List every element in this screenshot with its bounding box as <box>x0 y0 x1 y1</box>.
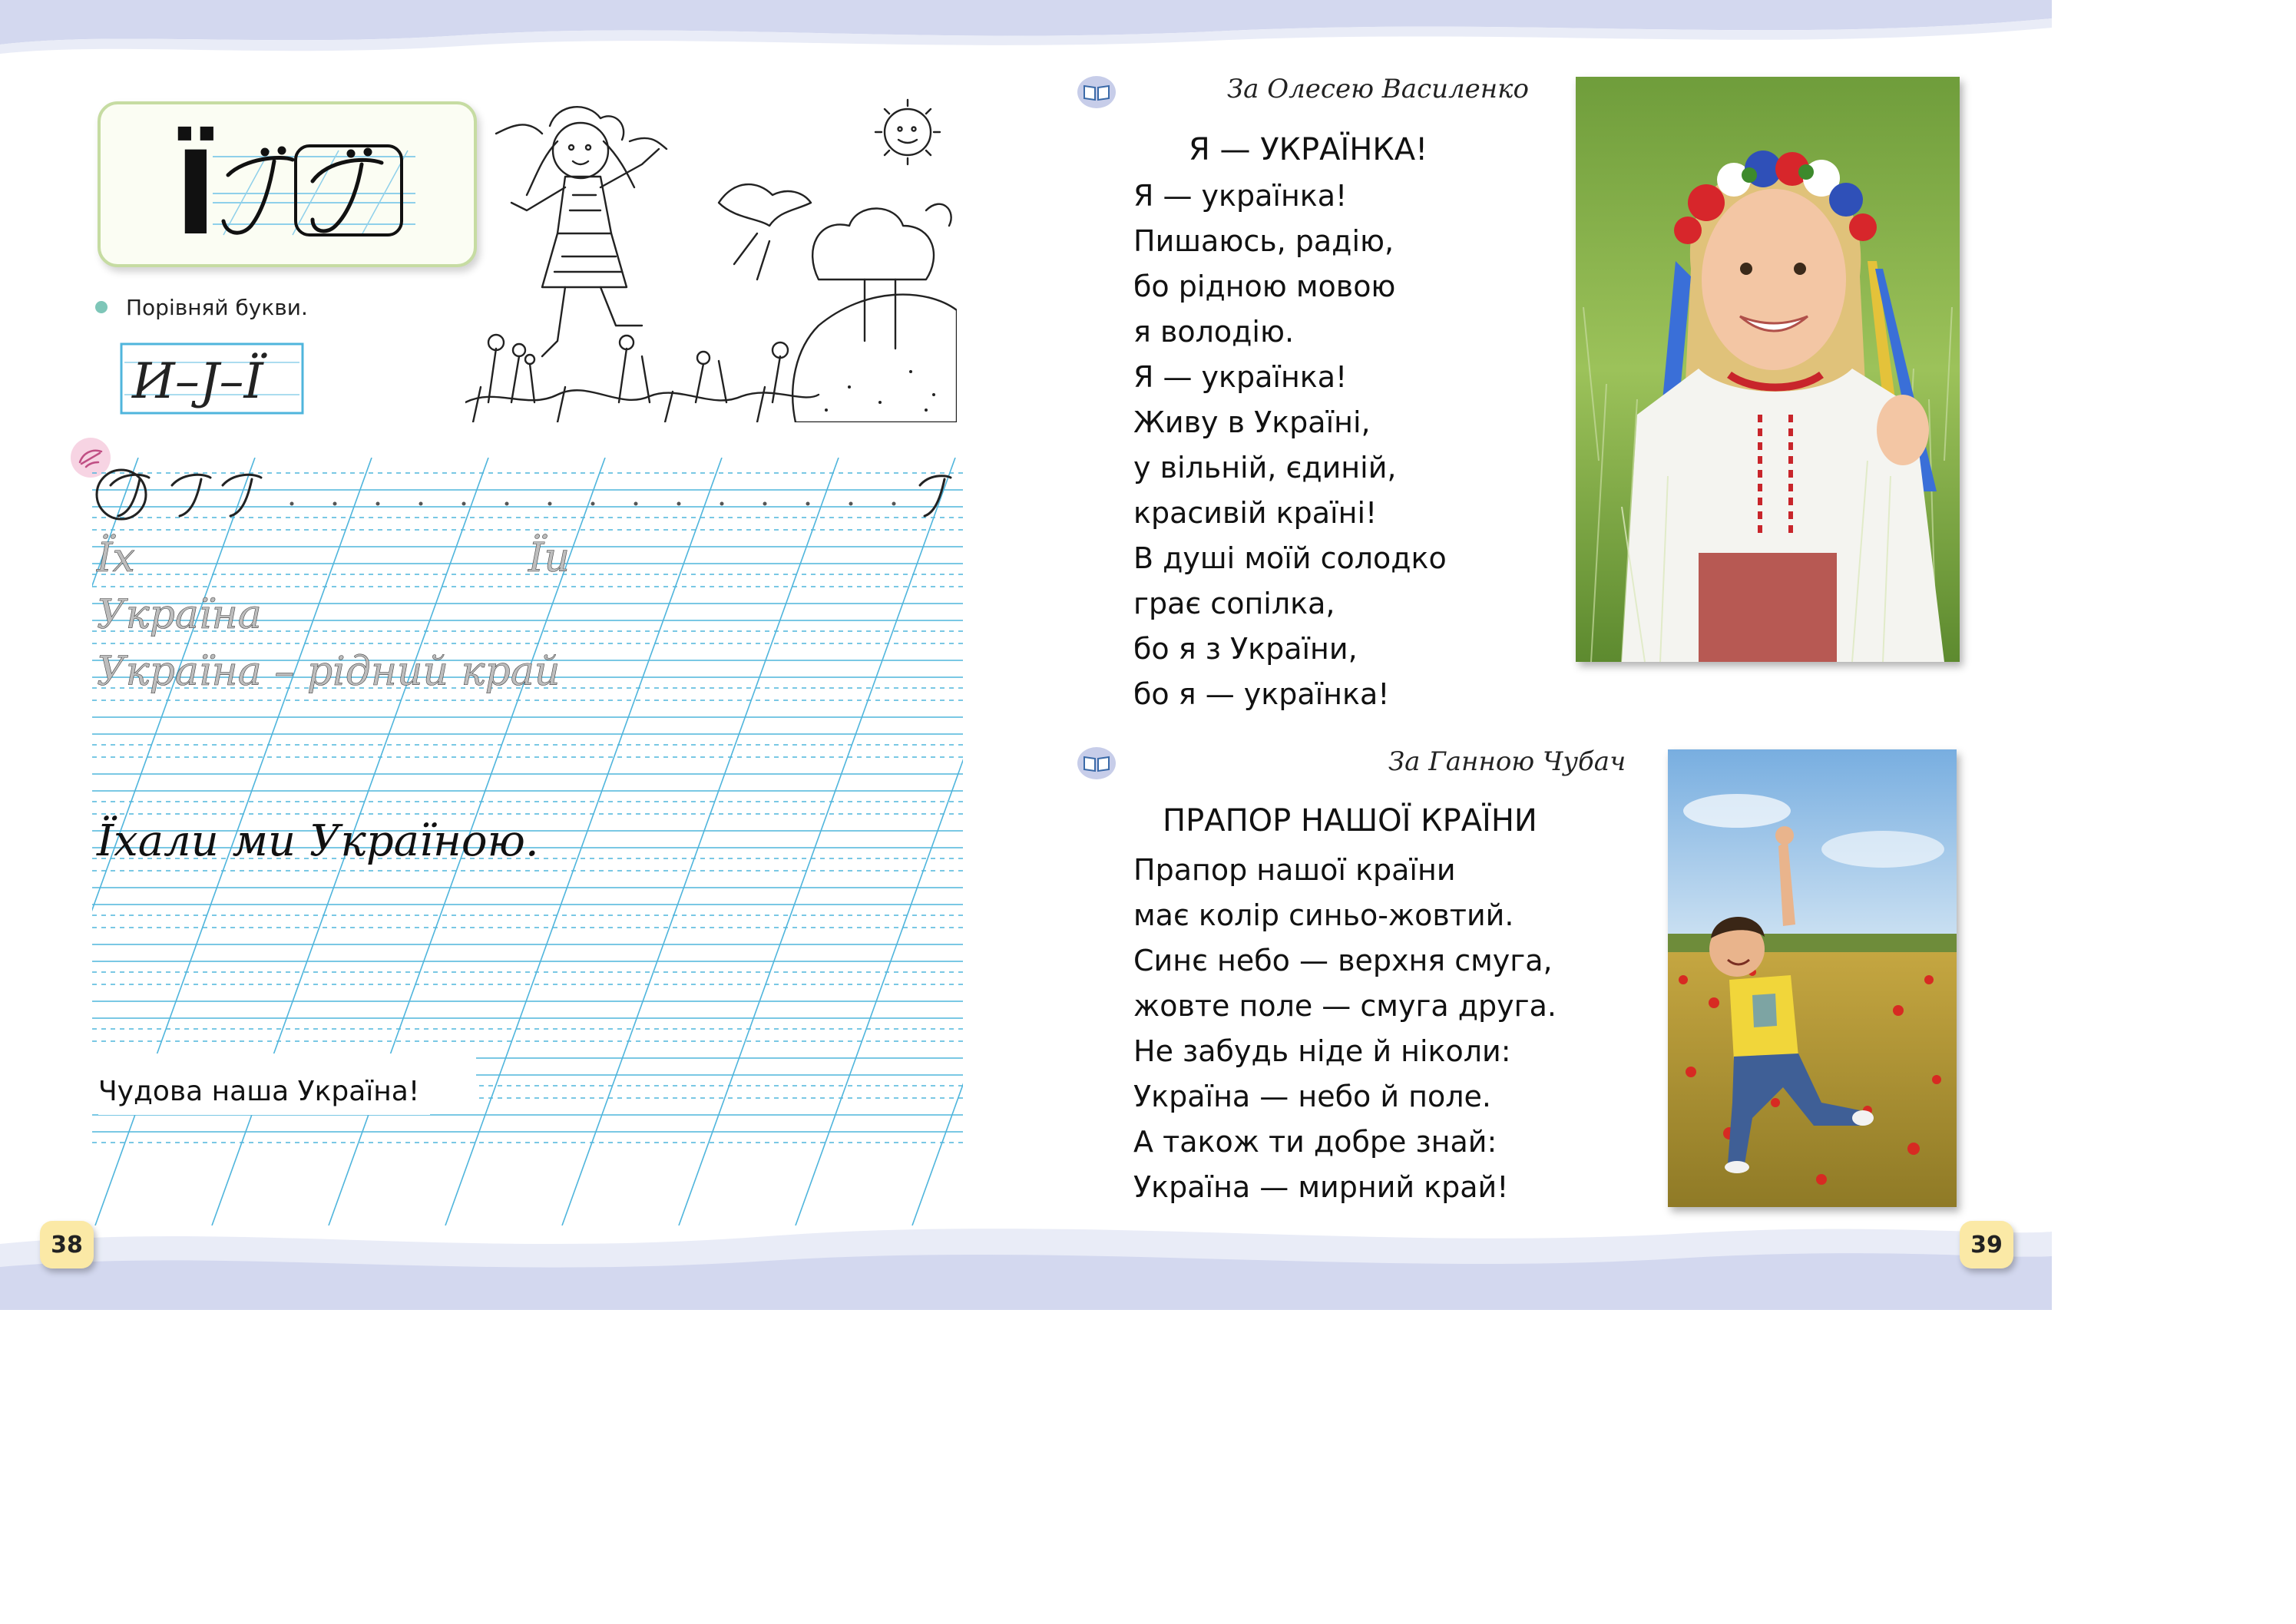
book-icon <box>1077 746 1117 780</box>
poem-line: красивій країні! <box>1133 496 1378 530</box>
poem2-author: За Ганною Чубач <box>1388 746 1626 777</box>
photo-boy-field <box>1668 749 1957 1207</box>
compare-letters-box <box>120 342 304 415</box>
letter-card <box>98 101 477 267</box>
poem-line: у вільній, єдиній, <box>1133 451 1397 485</box>
girl-drawing <box>496 107 667 356</box>
cursive-line: Їи <box>528 535 571 581</box>
poem-line: Синє небо — верхня смуга, <box>1133 944 1553 977</box>
poem-line: Україна — мирний край! <box>1133 1170 1509 1204</box>
poem-line: бо я — українка! <box>1133 677 1390 711</box>
coloring-picture <box>465 95 957 422</box>
print-letter: Ї <box>174 127 217 261</box>
page-number-right: 39 <box>1960 1221 2013 1268</box>
poem-line: Я — українка! <box>1133 360 1348 394</box>
poem-line: Я — українка! <box>1133 179 1348 213</box>
poem-line: я володію. <box>1133 315 1295 349</box>
poem2-title: ПРАПОР НАШОЇ КРАЇНИ <box>1163 803 1537 838</box>
book-icon <box>1077 75 1117 109</box>
cursive-line: Україна <box>97 592 262 638</box>
top-wave <box>0 0 2052 69</box>
poem-line: В душі моїй солодко <box>1133 541 1447 575</box>
cursive-letter <box>223 148 293 233</box>
cursive-line: Їх <box>97 535 135 581</box>
poem-line: має колір синьо-жовтий. <box>1133 898 1514 932</box>
sun-icon <box>875 100 940 164</box>
photo-girl-wreath <box>1576 77 1960 662</box>
cursive-line: Україна – рідний край <box>97 649 561 695</box>
letter-practice-row <box>97 470 951 519</box>
poem-line: А також ти добре знай: <box>1133 1125 1497 1159</box>
page-number-left: 38 <box>40 1221 94 1268</box>
cursive-line: Їхали ми Україною. <box>97 816 539 866</box>
poem-line: Живу в Україні, <box>1133 405 1371 439</box>
poem-line: Пишаюсь, радію, <box>1133 224 1394 258</box>
poem1-body <box>1133 174 1447 717</box>
poem-line: бо рідною мовою <box>1133 270 1396 303</box>
instruction <box>95 292 308 322</box>
bottom-wave <box>0 1213 2052 1310</box>
poem-line: Прапор нашої країни <box>1133 853 1456 887</box>
bullet-icon <box>95 301 108 313</box>
instruction-text: Порівняй букви. <box>126 294 308 320</box>
poem1-author: За Олесею Василенко <box>1227 74 1529 104</box>
poem-line: грає сопілка, <box>1133 587 1335 620</box>
poem1-title: Я — УКРАЇНКА! <box>1189 132 1428 167</box>
poem-line: жовте поле — смуга друга. <box>1133 989 1557 1023</box>
poem2-body <box>1133 848 1557 1210</box>
poem-line: бо я з України, <box>1133 632 1358 666</box>
poem-line: Не забудь ніде й ніколи: <box>1133 1034 1511 1068</box>
compare-letters-text: И–Ј–Ї <box>132 353 263 410</box>
poem-line: Україна — небо й поле. <box>1133 1080 1491 1113</box>
printed-sentence: Чудова наша Україна! <box>98 1069 430 1115</box>
